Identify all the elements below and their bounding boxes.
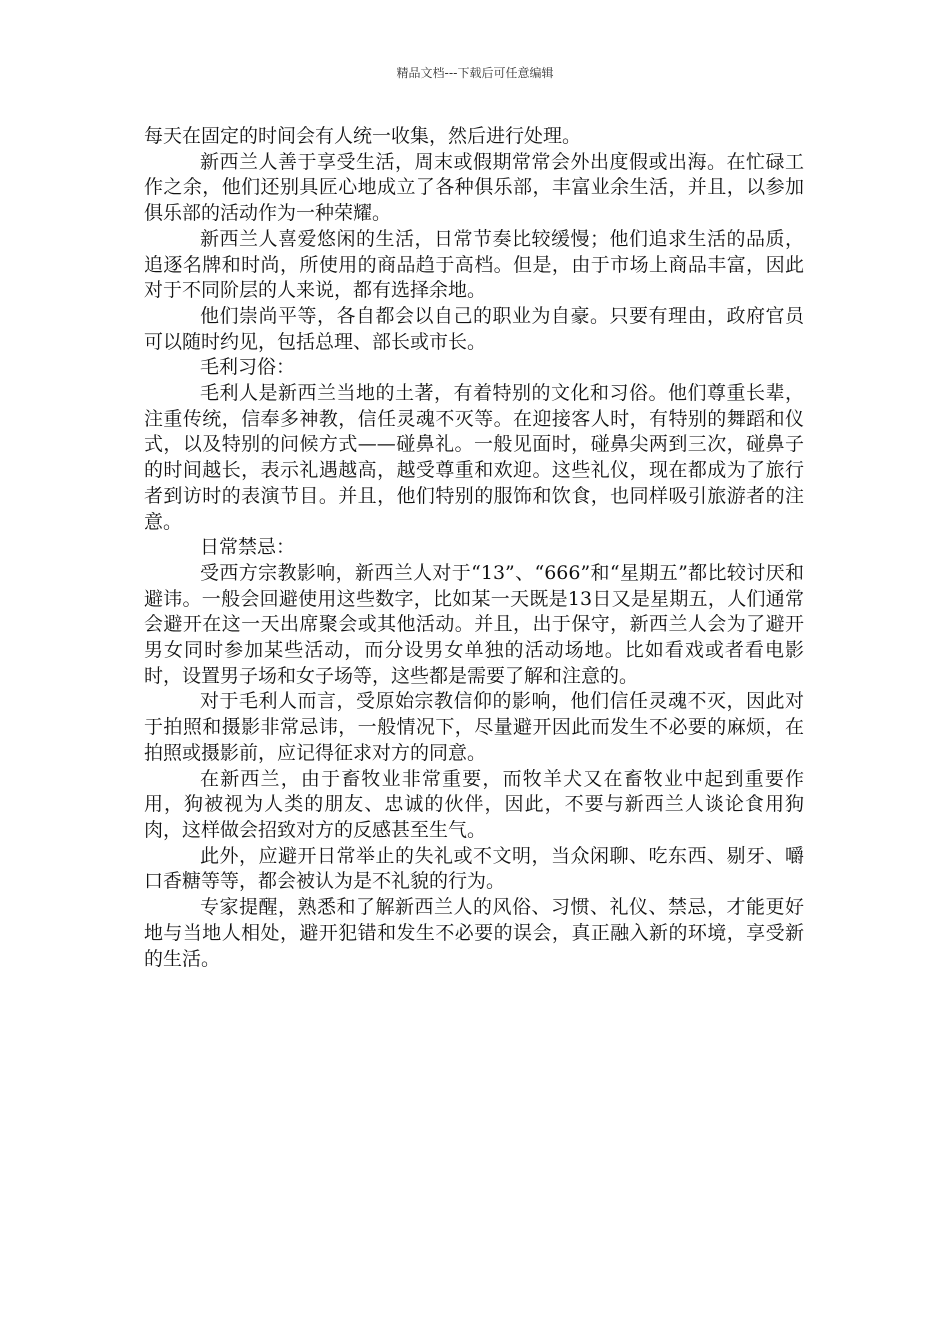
section-heading-maori-customs: 毛利习俗：	[200, 356, 296, 379]
paragraph-8: 在新西兰，由于畜牧业非常重要，而牧羊犬又在畜牧业中起到重要作用，狗被视为人类的朋友、忠诚的伙伴，因此，不要与新西兰人谈论食用狗肉，这样做会招致对方的反感甚至生气。	[144, 767, 804, 841]
paragraph-9: 此外，应避开日常举止的失礼或不文明，当众闲聊、吃东西、剔牙、嚼口香糖等等，都会被认为是不礼貌的行为。	[144, 844, 804, 893]
section-heading-daily-taboos: 日常禁忌：	[200, 536, 296, 559]
paragraph-3: 新西兰人喜爱悠闲的生活，日常节奏比较缓慢；他们追求生活的品质，追逐名牌和时尚，所使用的商品趋于高档。但是，由于市场上商品丰富，因此对于不同阶层的人来说，都有选择余地。	[144, 227, 804, 302]
paragraph-1: 每天在固定的时间会有人统一收集，然后进行处理。	[144, 125, 582, 147]
page-header: 精品文档---下载后可任意编辑	[396, 66, 554, 80]
paragraph-10: 专家提醒，熟悉和了解新西兰人的风俗、习惯、礼仪、禁忌，才能更好地与当地人相处，避开犯错和发生不必要的误会，真正融入新的环境，享受新的生活。	[144, 896, 804, 970]
paragraph-5: 毛利人是新西兰当地的土著，有着特别的文化和习俗。他们尊重长辈，注重传统，信奉多神教，信任灵魂不灭等。在迎接客人时，有特别的舞蹈和仪式，以及特别的问候方式——碰鼻礼。一般见面时，碰鼻尖两到三次，碰鼻子的时间越长，表示礼遇越高，越受尊重和欢迎。这些礼仪，现在都成为了旅行者到访时的表演节目。并且，他们特别的服饰和饮食，也同样吸引旅游者的注意。	[144, 382, 804, 533]
document-body	[144, 124, 804, 972]
paragraph-7: 对于毛利人而言，受原始宗教信仰的影响，他们信任灵魂不灭，因此对于拍照和摄影非常忌讳，一般情况下，尽量避开因此而发生不必要的麻烦，在拍照或摄影前，应记得征求对方的同意。	[144, 690, 804, 764]
paragraph-6: 受西方宗教影响，新西兰人对于“13”、“666”和“星期五”都比较讨厌和避讳。一般会回避使用这些数字，比如某一天既是13日又是星期五，人们通常会避开在这一天出席聚会或其他活动。并且，出于保守，新西兰人会为了避开男女同时参加某些活动，而分设男女单独的活动场地。比如看戏或者看电影时，设置男子场和女子场等，这些都是需要了解和注意的。	[144, 561, 804, 687]
paragraph-4: 他们崇尚平等，各自都会以自己的职业为自豪。只要有理由，政府官员可以随时约见，包括总理、部长或市长。	[144, 304, 804, 353]
paragraph-2: 新西兰人善于享受生活，周末或假期常常会外出度假或出海。在忙碌工作之余，他们还别具匠心地成立了各种俱乐部，丰富业余生活，并且，以参加俱乐部的活动作为一种荣耀。	[144, 150, 804, 225]
